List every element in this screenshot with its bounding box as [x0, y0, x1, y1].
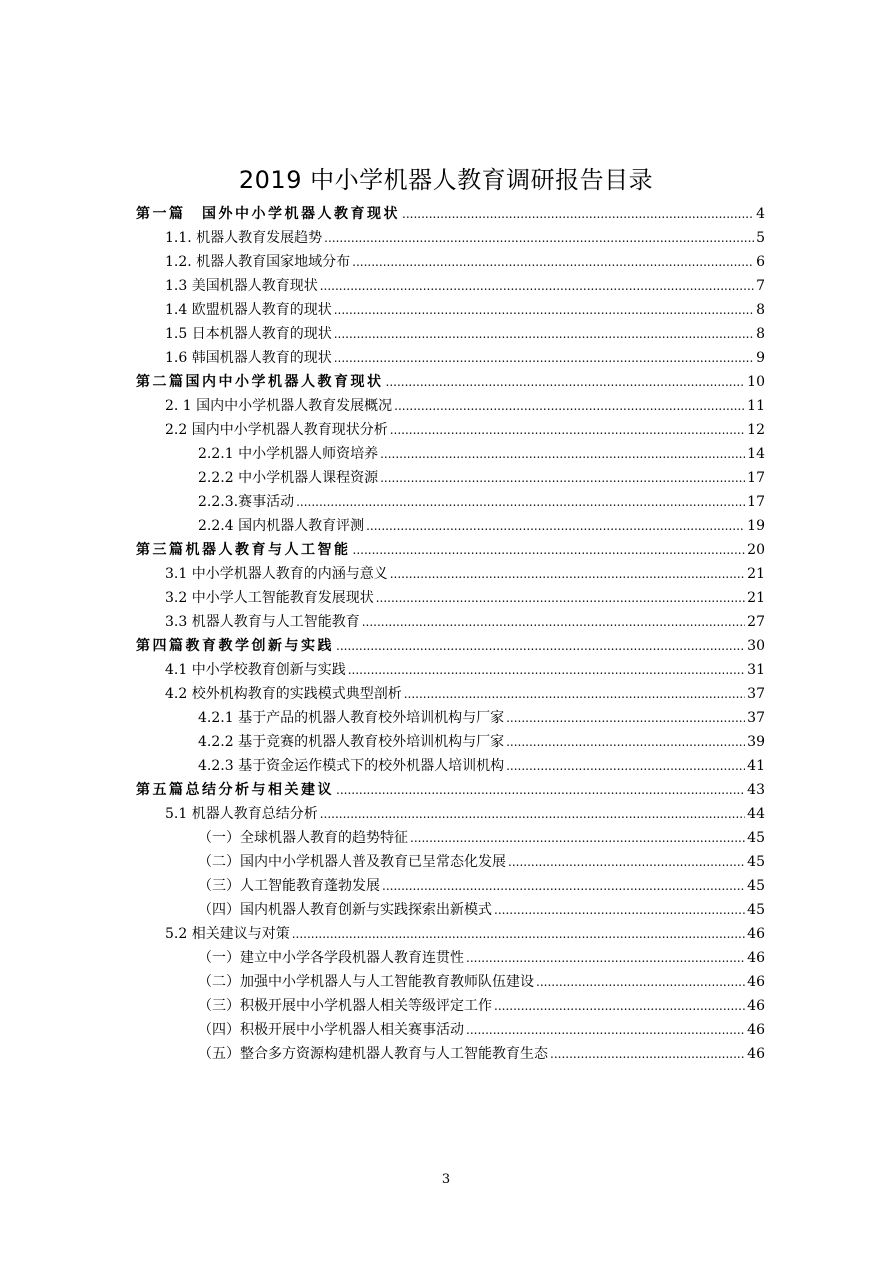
toc-entry-title: 1.1. 机器人教育发展趋势 [165, 230, 323, 246]
toc-entry-page: 20 [747, 542, 765, 558]
toc-dot-leader [506, 710, 745, 726]
toc-dot-leader [336, 782, 745, 798]
toc-dot-leader [382, 878, 745, 894]
toc-dot-leader [320, 278, 754, 294]
toc-dot-leader [380, 470, 745, 486]
toc-entry-title: 3.1 中小学机器人教育的内涵与意义 [165, 566, 388, 582]
toc-entry-title: 1.3 美国机器人教育现状 [165, 278, 318, 294]
toc-entry-title: （一）建立中小学各学段机器人教育连贯性 [198, 950, 464, 966]
toc-entry[interactable] [198, 947, 765, 971]
toc-entry[interactable] [136, 635, 765, 659]
toc-entry-title: （二）加强中小学机器人与人工智能教育教师队伍建设 [198, 974, 534, 990]
toc-entry-page: 45 [747, 902, 765, 918]
toc-entry[interactable] [136, 203, 765, 227]
page-title: 2019 中小学机器人教育调研报告目录 [238, 166, 654, 194]
toc-entry-title: 3.2 中小学人工智能教育发展现状 [165, 590, 374, 606]
toc-entry-page: 14 [747, 446, 765, 462]
toc-entry[interactable] [198, 491, 765, 515]
toc-entry-page: 5 [756, 230, 765, 246]
toc-entry-page: 19 [747, 518, 765, 534]
toc-entry[interactable] [165, 683, 765, 707]
toc-entry-title: 4.2.1 基于产品的机器人教育校外培训机构与厂家 [198, 710, 505, 726]
toc-dot-leader [352, 254, 754, 270]
toc-dot-leader [508, 854, 745, 870]
toc-dot-leader [334, 326, 754, 342]
toc-entry[interactable] [165, 395, 765, 419]
toc-entry[interactable] [165, 299, 765, 323]
toc-dot-leader [324, 230, 754, 246]
toc-dot-leader [404, 686, 745, 702]
toc-entry[interactable] [165, 563, 765, 587]
toc-entry-title: （二）国内中小学机器人普及教育已呈常态化发展 [198, 854, 506, 870]
toc-dot-leader [466, 1022, 745, 1038]
toc-entry-page: 10 [747, 374, 765, 390]
toc-entry[interactable] [136, 539, 765, 563]
toc-dot-leader [366, 518, 745, 534]
toc-entry-page: 30 [747, 638, 765, 654]
toc-entry[interactable] [165, 347, 765, 371]
toc-entry-title: 2.2.1 中小学机器人师资培养 [198, 446, 379, 462]
page-number: 3 [441, 1172, 451, 1187]
toc-entry-title: 1.2. 机器人教育国家地域分布 [165, 254, 351, 270]
toc-entry-page: 4 [756, 206, 765, 222]
toc-dot-leader [380, 446, 745, 462]
toc-dot-leader [494, 998, 745, 1014]
toc-entry-page: 37 [747, 686, 765, 702]
toc-entry[interactable] [198, 1019, 765, 1043]
toc-entry-page: 46 [747, 950, 765, 966]
toc-entry[interactable] [198, 827, 765, 851]
toc-entry-page: 9 [756, 350, 765, 366]
toc-entry-page: 44 [747, 806, 765, 822]
toc-entry-title: 第一篇 国外中小学机器人教育现状 [136, 206, 400, 222]
toc-dot-leader [292, 926, 745, 942]
toc-entry-page: 41 [747, 758, 765, 774]
toc-entry-title: （三）人工智能教育蓬勃发展 [198, 878, 380, 894]
toc-dot-leader [348, 662, 745, 678]
toc-entry-page: 11 [747, 398, 765, 414]
toc-entry-page: 43 [747, 782, 765, 798]
toc-entry-page: 12 [747, 422, 765, 438]
toc-entry-page: 46 [747, 998, 765, 1014]
toc-entry-title: 2.2 国内中小学机器人教育现状分析 [165, 422, 388, 438]
toc-entry-title: （四）国内机器人教育创新与实践探索出新模式 [198, 902, 492, 918]
toc-entry-page: 17 [747, 470, 765, 486]
toc-entry-title: （五）整合多方资源构建机器人教育与人工智能教育生态 [198, 1046, 548, 1062]
toc-entry[interactable] [165, 587, 765, 611]
toc-entry-title: 4.2.3 基于资金运作模式下的校外机器人培训机构 [198, 758, 505, 774]
toc-dot-leader [376, 590, 745, 606]
toc-entry[interactable] [198, 467, 765, 491]
toc-entry-page: 21 [747, 566, 765, 582]
toc-entry[interactable] [136, 779, 765, 803]
toc-entry-page: 6 [756, 254, 765, 270]
toc-entry[interactable] [198, 875, 765, 899]
toc-dot-leader [506, 734, 745, 750]
toc-entry-title: 第二篇国内中小学机器人教育现状 [136, 374, 384, 390]
toc-entry-page: 27 [747, 614, 765, 630]
toc-entry[interactable] [165, 275, 765, 299]
toc-dot-leader [494, 902, 745, 918]
toc-entry[interactable] [198, 971, 765, 995]
toc-entry-title: 2.2.2 中小学机器人课程资源 [198, 470, 379, 486]
toc-entry-title: 1.4 欧盟机器人教育的现状 [165, 302, 332, 318]
toc-entry[interactable] [198, 851, 765, 875]
toc-entry[interactable] [165, 659, 765, 683]
toc-entry[interactable] [198, 1043, 765, 1067]
toc-entry-page: 17 [747, 494, 765, 510]
toc-entry-title: 5.1 机器人教育总结分析 [165, 806, 318, 822]
toc-entry[interactable] [165, 227, 765, 251]
toc-dot-leader [336, 638, 745, 654]
toc-entry-title: 2.2.3.赛事活动 [198, 494, 295, 510]
toc-entry[interactable] [198, 515, 765, 539]
toc-entry-page: 46 [747, 926, 765, 942]
toc-entry-page: 45 [747, 854, 765, 870]
toc-dot-leader [466, 950, 745, 966]
toc-entry[interactable] [198, 755, 765, 779]
toc-entry-page: 46 [747, 1022, 765, 1038]
toc-entry-page: 45 [747, 830, 765, 846]
toc-entry-page: 45 [747, 878, 765, 894]
toc-entry[interactable] [136, 371, 765, 395]
toc-entry[interactable] [198, 707, 765, 731]
toc-entry-title: 第五篇总结分析与相关建议 [136, 782, 334, 798]
toc-entry[interactable] [198, 443, 765, 467]
toc-dot-leader [334, 350, 754, 366]
toc-dot-leader [296, 494, 745, 510]
toc-dot-leader [550, 1046, 745, 1062]
toc-dot-leader [390, 422, 745, 438]
toc-entry[interactable] [165, 923, 765, 947]
toc-entry-page: 8 [756, 326, 765, 342]
toc-entry[interactable] [165, 419, 765, 443]
toc-dot-leader [506, 758, 745, 774]
toc-dot-leader [390, 566, 745, 582]
toc-dot-leader [362, 614, 745, 630]
toc-entry-page: 8 [756, 302, 765, 318]
toc-entry[interactable] [198, 995, 765, 1019]
toc-entry-page: 37 [747, 710, 765, 726]
toc-entry-title: 第三篇机器人教育与人工智能 [136, 542, 351, 558]
toc-entry-title: 4.1 中小学校教育创新与实践 [165, 662, 346, 678]
toc-dot-leader [402, 206, 754, 222]
toc-entry-title: （一）全球机器人教育的趋势特征 [198, 830, 408, 846]
toc-entry[interactable] [165, 323, 765, 347]
toc-entry-title: 1.5 日本机器人教育的现状 [165, 326, 332, 342]
toc-entry-title: 4.2 校外机构教育的实践模式典型剖析 [165, 686, 402, 702]
toc-entry-title: 4.2.2 基于竞赛的机器人教育校外培训机构与厂家 [198, 734, 505, 750]
toc-entry-title: 1.6 韩国机器人教育的现状 [165, 350, 332, 366]
toc-entry-title: 3.3 机器人教育与人工智能教育 [165, 614, 360, 630]
toc-dot-leader [410, 830, 745, 846]
toc-entry[interactable] [198, 731, 765, 755]
toc-entry[interactable] [198, 899, 765, 923]
toc-dot-leader [320, 806, 745, 822]
toc-entry[interactable] [165, 611, 765, 635]
toc-entry-title: 5.2 相关建议与对策 [165, 926, 290, 942]
toc-dot-leader [353, 542, 746, 558]
toc-entry-page: 21 [747, 590, 765, 606]
toc-entry-page: 7 [756, 278, 765, 294]
toc-entry-title: 2. 1 国内中小学机器人教育发展概况 [165, 398, 393, 414]
toc-entry-title: 2.2.4 国内机器人教育评测 [198, 518, 365, 534]
toc-entry-title: （四）积极开展中小学机器人相关赛事活动 [198, 1022, 464, 1038]
toc-entry[interactable] [165, 803, 765, 827]
toc-entry-title: （三）积极开展中小学机器人相关等级评定工作 [198, 998, 492, 1014]
toc-entry-page: 46 [747, 1046, 765, 1062]
toc-entry-page: 46 [747, 974, 765, 990]
toc-entry-title: 第四篇教育教学创新与实践 [136, 638, 334, 654]
toc-entry-page: 39 [747, 734, 765, 750]
toc-entry-page: 31 [747, 662, 765, 678]
toc-dot-leader [386, 374, 746, 390]
toc-dot-leader [536, 974, 745, 990]
toc-entry[interactable] [165, 251, 765, 275]
toc-dot-leader [394, 398, 745, 414]
toc-dot-leader [334, 302, 754, 318]
